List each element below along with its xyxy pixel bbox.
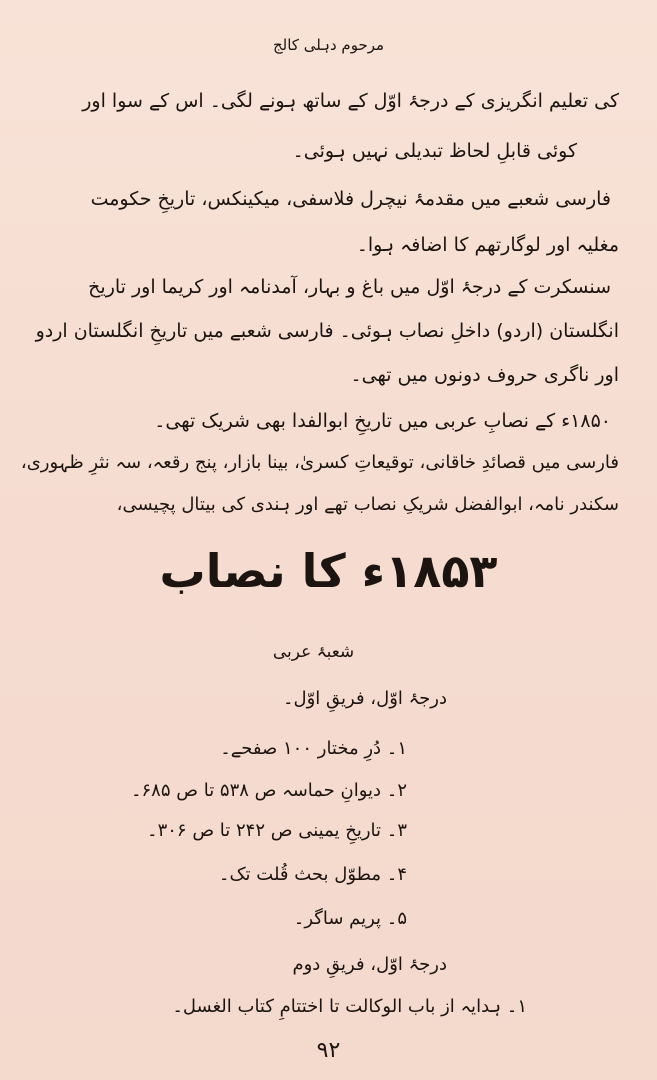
paragraph-line: ۱۸۵۰ء کے نصابِ عربی میں تاریخِ ابوالفدا بھی شریک تھی۔ [154, 410, 611, 432]
class-heading: درجۂ اوّل، فریقِ اوّل۔ [282, 688, 447, 709]
course-item: ۲۔ دیوانِ حماسہ ص ۵۳۸ تا ص ۶۸۵۔ [130, 780, 407, 801]
paragraph-line: سکندر نامہ، ابوالفضل شریکِ نصاب تھے اور ہندی کی بیتال پچیسی، [116, 494, 619, 515]
paragraph-line: فارسی شعبے میں مقدمۂ نیچرل فلاسفی، میکینکس، تاریخِ حکومت [90, 188, 611, 210]
course-item: ۴۔ مطوّل بحث قُلت تک۔ [218, 864, 407, 885]
department-title: شعبۂ عربی [272, 642, 355, 662]
course-item: ۱۔ دُرِ مختار ۱۰۰ صفحے۔ [220, 738, 407, 759]
paragraph-line: انگلستان (اردو) داخلِ نصاب ہوئی۔ فارسی شعبے میں تاریخِ انگلستان اردو [35, 320, 619, 342]
page-number: ۹۲ [316, 1038, 341, 1063]
course-item: ۵۔ پریم ساگر۔ [293, 908, 407, 929]
paragraph-line: مغلیہ اور لوگارتھم کا اضافہ ہوا۔ [356, 234, 619, 256]
class-heading: درجۂ اوّل، فریقِ دوم [292, 954, 447, 975]
paragraph-line: اور ناگری حروف دونوں میں تھی۔ [350, 364, 619, 386]
paragraph-line: کی تعلیم انگریزی کے درجۂ اوّل کے ساتھ ہونے لگی۔ اس کے سوا اور [82, 90, 619, 112]
running-header: مرحوم دہلی کالج [272, 36, 385, 54]
paragraph-line: کوئی قابلِ لحاظ تبدیلی نہیں ہوئی۔ [292, 140, 577, 162]
course-item: ۳۔ تاریخِ یمینی ص ۲۴۲ تا ص ۳۰۶۔ [147, 820, 407, 841]
section-heading: ۱۸۵۳ء کا نصاب [159, 544, 498, 598]
paragraph-line: فارسی میں قصائدِ خاقانی، توقیعاتِ کسریٰ، بینا بازار، پنج رقعہ، سہ نثرِ ظہوری، [20, 452, 619, 473]
course-item: ۱۔ ہدایہ از باب الوکالت تا اختتامِ کتاب الغسل۔ [172, 996, 527, 1017]
paragraph-line: سنسکرت کے درجۂ اوّل میں باغ و بہار، آمدنامہ اور کریما اور تاریخ [88, 276, 611, 298]
